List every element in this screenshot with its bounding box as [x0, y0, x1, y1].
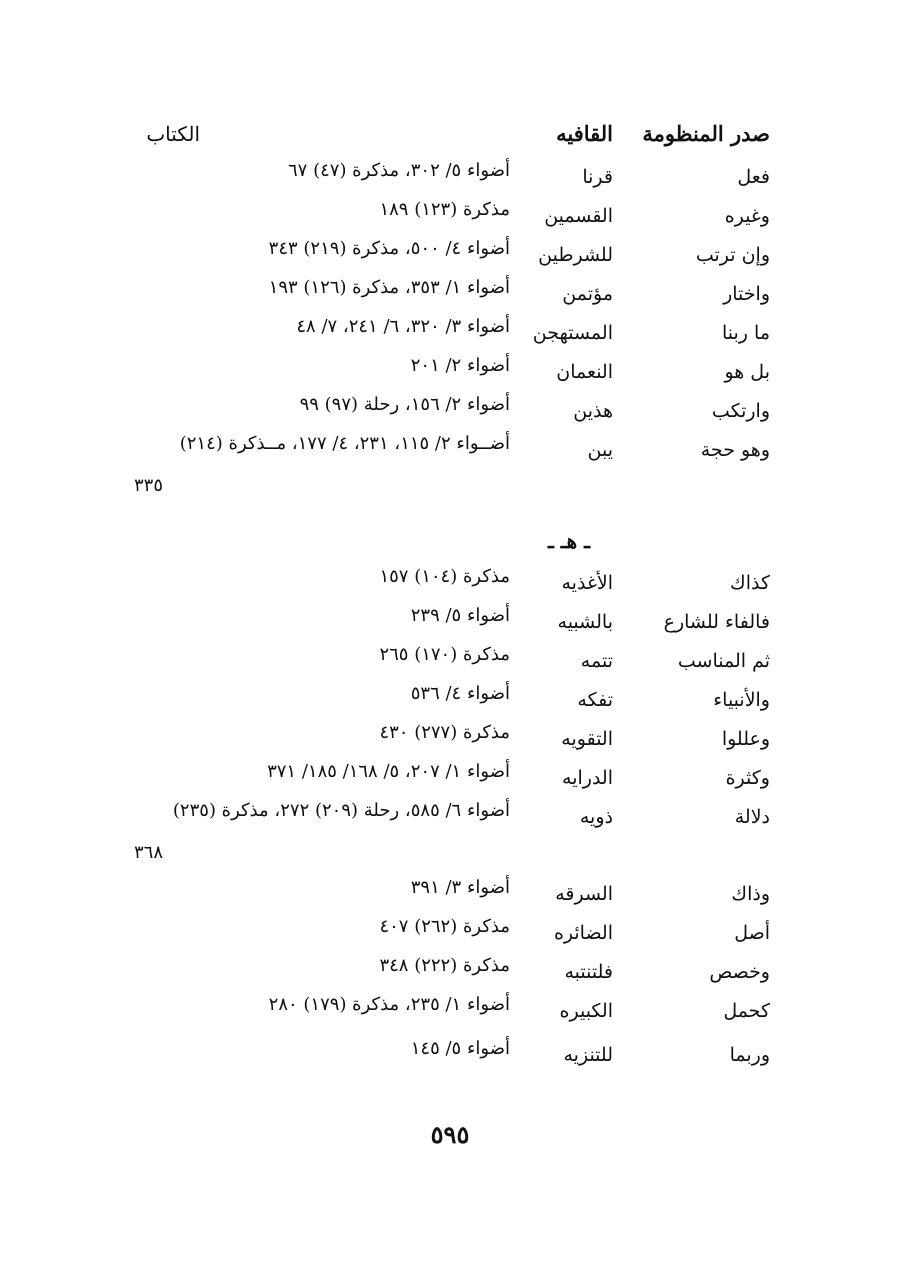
cell-first: وربما [729, 1044, 770, 1066]
cell-first: واختار [723, 283, 770, 305]
cell-rhyme: الدرايه [562, 767, 613, 789]
cell-rhyme: للتنزيه [563, 1044, 613, 1066]
table-row [0, 238, 900, 272]
table-row [0, 316, 900, 350]
cell-rhyme: التقويه [561, 728, 613, 750]
cell-book: أضواء ٢/ ١٥٦، رحلة (٩٧) ٩٩ [299, 394, 510, 415]
table-row [0, 160, 900, 194]
table-row [0, 355, 900, 389]
cell-first: فالفاء للشارع [663, 611, 770, 633]
cell-rhyme: تتمه [580, 650, 613, 672]
cell-rhyme: تفكه [577, 689, 613, 711]
cell-book: أضواء ٤/ ٥٠٠، مذكرة (٢١٩) ٣٤٣ [268, 238, 510, 259]
cell-first: وإن ترتب [695, 244, 770, 266]
cell-book: مذكرة (١٧٠) ٢٦٥ [379, 644, 510, 665]
cell-rhyme: يبن [587, 439, 613, 461]
table-row [0, 683, 900, 717]
cell-book: أضواء ١/ ٣٥٣، مذكرة (١٢٦) ١٩٣ [268, 277, 510, 298]
cell-rhyme: مؤتمن [562, 283, 613, 305]
table-row [0, 800, 900, 834]
cell-rhyme: الأغذيه [561, 572, 613, 594]
cell-first: ثم المناسب [677, 650, 770, 672]
cell-first: فعل [737, 166, 770, 188]
cell-first: وعللوا [721, 728, 770, 750]
cell-book-continuation: ٣٦٨ [133, 842, 163, 863]
cell-book-continuation: ٣٣٥ [133, 475, 163, 496]
page-number: ٥٩٥ [430, 1120, 470, 1149]
cell-rhyme: المستهجن [532, 322, 613, 344]
cell-rhyme: هذين [573, 400, 613, 422]
section-title: ـ هـ ـ [547, 529, 590, 553]
table-row [0, 955, 900, 989]
cell-first: والأنبياء [713, 689, 770, 711]
cell-rhyme: للشرطين [538, 244, 613, 266]
cell-book: أضواء ٣/ ٣٢٠، ٦/ ٢٤١، ٧/ ٤٨ [296, 316, 510, 337]
header-first-hemistich: صدر المنظومة [642, 121, 770, 146]
table-row [0, 199, 900, 233]
table-row [0, 566, 900, 600]
cell-rhyme: قرنا [582, 166, 613, 188]
header-rhyme: القافيه [556, 121, 613, 146]
table-row [0, 877, 900, 911]
table-row [0, 644, 900, 678]
cell-rhyme: بالشبيه [557, 611, 613, 633]
cell-book: مذكرة (١٠٤) ١٥٧ [379, 566, 510, 587]
cell-book: أضواء ٣/ ٣٩١ [410, 877, 510, 898]
cell-book: مذكرة (٢٦٢) ٤٠٧ [379, 916, 510, 937]
table-row [0, 994, 900, 1028]
cell-rhyme: الضائره [553, 922, 613, 944]
cell-book: مذكرة (٢٧٧) ٤٣٠ [379, 722, 510, 743]
cell-book: أضواء ٤/ ٥٣٦ [410, 683, 510, 704]
cell-first: دلالة [734, 806, 770, 828]
cell-first: كذاك [730, 572, 770, 594]
cell-book: أضواء ٥/ ١٤٥ [410, 1038, 510, 1059]
table-row [0, 916, 900, 950]
cell-book: أضواء ٥/ ٢٣٩ [410, 605, 510, 626]
cell-first: وغيره [724, 205, 770, 227]
cell-book: أضواء ١/ ٢٠٧، ٥/ ١٦٨/ ١٨٥/ ٣٧١ [267, 761, 510, 782]
table-row [0, 394, 900, 428]
cell-book: أضــواء ٢/ ١١٥، ٢٣١، ٤/ ١٧٧، مــذكرة (٢١٤) [179, 433, 510, 454]
cell-rhyme: السرقه [555, 883, 613, 905]
cell-first: وكثرة [725, 767, 770, 789]
header-book: الكتاب [146, 122, 200, 146]
cell-book: مذكرة (٢٢٢) ٣٤٨ [379, 955, 510, 976]
cell-first: بل هو [724, 361, 770, 383]
cell-first: ما ربنا [722, 322, 770, 344]
cell-rhyme: القسمين [544, 205, 613, 227]
cell-book: أضواء ٦/ ٥٨٥، رحلة (٢٠٩) ٢٧٢، مذكرة (٢٣٥) [172, 800, 510, 821]
cell-first: أصل [734, 922, 770, 944]
cell-book: أضواء ٢/ ٢٠١ [410, 355, 510, 376]
cell-first: وهو حجة [700, 439, 770, 461]
cell-first: وخصص [709, 961, 770, 983]
cell-rhyme: الكبيره [559, 1000, 613, 1022]
cell-first: كحمل [723, 1000, 770, 1022]
table-row [0, 605, 900, 639]
cell-rhyme: النعمان [556, 361, 613, 383]
cell-book: أضواء ١/ ٢٣٥، مذكرة (١٧٩) ٢٨٠ [268, 994, 510, 1015]
cell-book: مذكرة (١٢٣) ١٨٩ [379, 199, 510, 220]
cell-rhyme: ذويه [579, 806, 613, 828]
table-row [0, 433, 900, 467]
cell-book: أضواء ٥/ ٣٠٢، مذكرة (٤٧) ٦٧ [288, 160, 510, 181]
cell-first: وارتكب [711, 400, 770, 422]
table-header [0, 117, 900, 151]
table-row [0, 1038, 900, 1072]
cell-first: وذاك [731, 883, 770, 905]
table-row [0, 722, 900, 756]
table-row [0, 761, 900, 795]
table-row [0, 277, 900, 311]
cell-rhyme: فلتنتبه [564, 961, 613, 983]
